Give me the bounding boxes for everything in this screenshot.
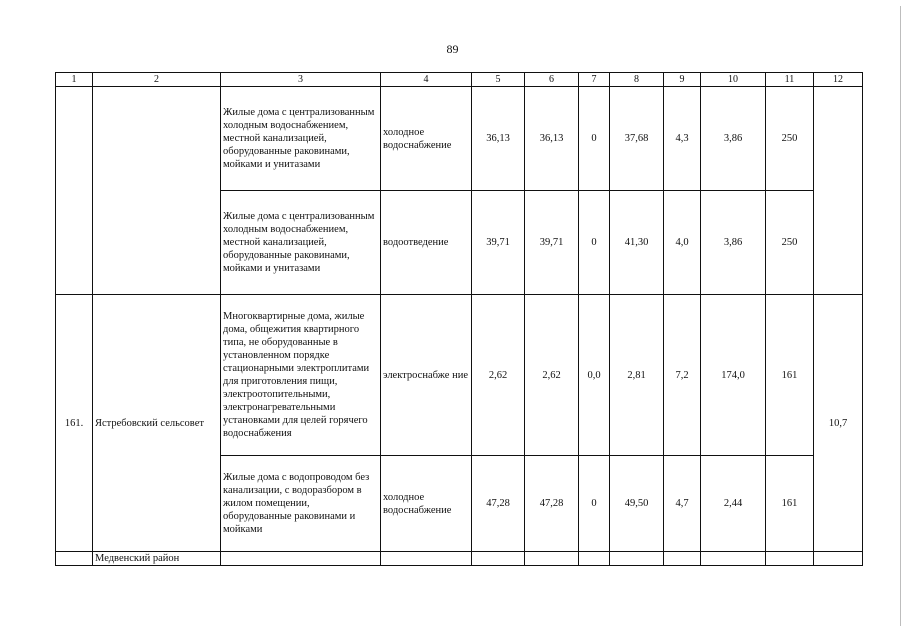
column-header: 2 [93,73,221,87]
value-col-5: 2,62 [472,295,525,456]
value-col-7: 0 [579,456,610,552]
row-number-cell: 161. [56,295,93,552]
value-col-11: 161 [766,456,814,552]
district-row [56,552,863,566]
value-col-5: 39,71 [472,191,525,295]
service-type: холодное водоснабжение [381,456,472,552]
value-col-7: 0,0 [579,295,610,456]
column-header: 1 [56,73,93,87]
value-col-6: 47,28 [525,456,579,552]
value-col-12: 10,7 [814,295,863,552]
empty-cell [701,552,766,566]
empty-cell [579,552,610,566]
empty-cell [381,552,472,566]
value-col-6: 36,13 [525,87,579,191]
service-type: холодное водоснабжение [381,87,472,191]
value-col-12 [814,87,863,295]
value-col-8: 37,68 [610,87,664,191]
empty-cell [610,552,664,566]
value-col-10: 174,0 [701,295,766,456]
column-header: 8 [610,73,664,87]
value-col-9: 4,7 [664,456,701,552]
column-header: 11 [766,73,814,87]
empty-cell [525,552,579,566]
column-header: 10 [701,73,766,87]
column-header: 3 [221,73,381,87]
empty-cell [766,552,814,566]
value-col-8: 2,81 [610,295,664,456]
tariff-table [55,72,863,566]
page-number: 89 [446,42,459,56]
settlement-name: Ястребовский сельсовет [93,295,221,552]
value-col-8: 49,50 [610,456,664,552]
value-col-10: 3,86 [701,87,766,191]
housing-description: Жилые дома с водопроводом без канализации, с водоразбором в жилом помещении, оборудованные раковинами и мойками [221,456,381,552]
value-col-10: 2,44 [701,456,766,552]
empty-cell [814,552,863,566]
service-type: водоотведение [381,191,472,295]
value-col-7: 0 [579,191,610,295]
value-col-11: 250 [766,191,814,295]
value-col-11: 250 [766,87,814,191]
table-row [56,87,863,191]
column-header: 7 [579,73,610,87]
column-header: 12 [814,73,863,87]
empty-cell [472,552,525,566]
header-row [56,73,863,87]
empty-cell [664,552,701,566]
district-name: Медвенский район [93,552,221,566]
value-col-8: 41,30 [610,191,664,295]
column-header: 5 [472,73,525,87]
value-col-10: 3,86 [701,191,766,295]
value-col-9: 7,2 [664,295,701,456]
settlement-cell [93,87,221,295]
service-type: электроснабже ние [381,295,472,456]
housing-description: Жилые дома с централизованным холодным водоснабжением, местной канализацией, оборудованные раковинами, мойками и унитазами [221,87,381,191]
table-row [56,295,863,456]
value-col-11: 161 [766,295,814,456]
column-header: 4 [381,73,472,87]
value-col-7: 0 [579,87,610,191]
housing-description: Многоквартирные дома, жилые дома, общежития квартирного типа, не оборудованные в установленном порядке стационарными электроплитами для приготовления пищи, электроотопительными, электронагревательными установками для целей горячего водоснабжения [221,295,381,456]
empty-cell [56,552,93,566]
row-number-cell [56,87,93,295]
value-col-9: 4,0 [664,191,701,295]
empty-cell [221,552,381,566]
value-col-6: 39,71 [525,191,579,295]
value-col-9: 4,3 [664,87,701,191]
value-col-5: 47,28 [472,456,525,552]
housing-description: Жилые дома с централизованным холодным водоснабжением, местной канализацией, оборудованные раковинами, мойками и унитазами [221,191,381,295]
page-edge-line [900,6,905,626]
value-col-5: 36,13 [472,87,525,191]
column-header: 6 [525,73,579,87]
column-header: 9 [664,73,701,87]
value-col-6: 2,62 [525,295,579,456]
